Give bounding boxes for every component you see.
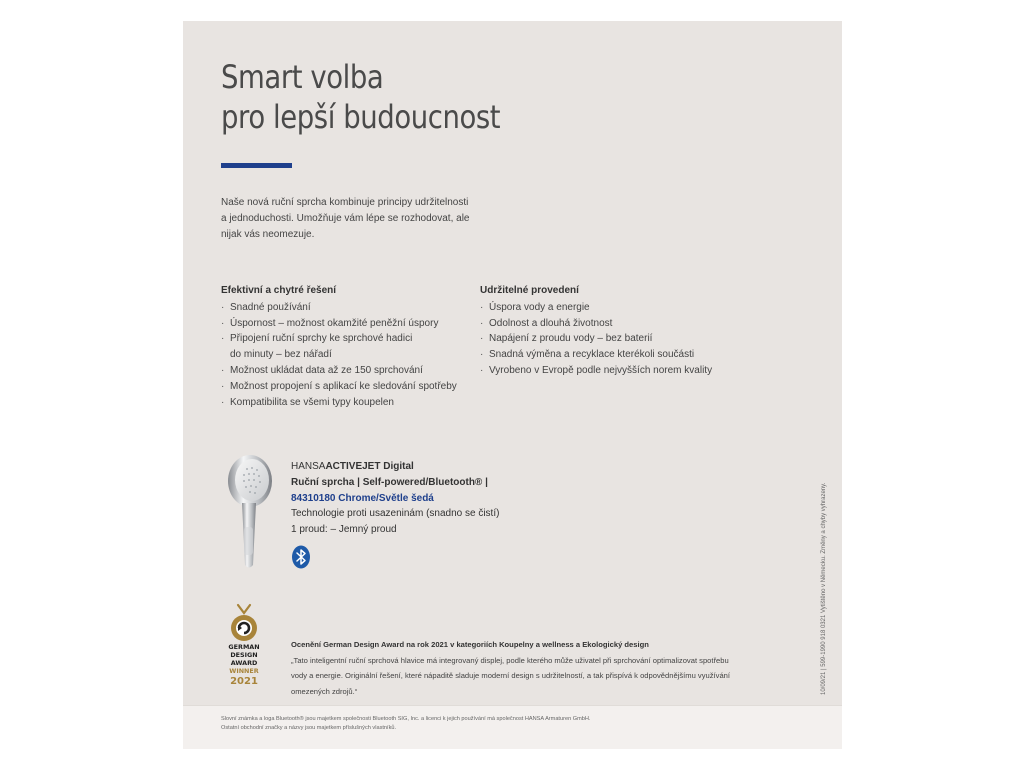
award-logo-line: AWARD bbox=[230, 659, 258, 667]
hand-shower-image bbox=[225, 453, 275, 571]
award-heading: Ocenění German Design Award na rok 2021 v kategoriích Koupelny a wellness a Ekologický design bbox=[291, 640, 649, 649]
intro-paragraph: Naše nová ruční sprcha kombinuje principy udržitelnosti a jednoduchosti. Umožňuje vám lépe se rozhodovat, ale nijak vás neomezuje. bbox=[221, 197, 470, 240]
german-design-award-logo bbox=[225, 603, 263, 707]
list-item: · Odolnost a dlouhá životnost bbox=[480, 316, 740, 332]
list-item: · Úspora vody a energie bbox=[480, 300, 740, 316]
features-sustainable bbox=[480, 283, 740, 379]
list-item: · Vyrobeno v Evropě podle nejvyšších norem kvality bbox=[480, 363, 740, 379]
award-quote-line: „Tato inteligentní ruční sprchová hlavice má integrovaný displej, podle kterého může uživatel při sprchování optimalizovat spotřebu bbox=[291, 655, 729, 665]
award-statement bbox=[291, 637, 736, 699]
product-spray-mode: 1 proud: – Jemný proud bbox=[291, 524, 397, 536]
award-quote-line: vody a energie. Originální řešení, které nápaditě sladuje moderní design s udržitelností, a tak přispívá k odpovědnějšímu využívání bbox=[291, 671, 730, 680]
product-name: HANSAACTIVEJET Digital bbox=[291, 461, 414, 472]
list-item: · Úspornost – možnost okamžité peněžní úspory bbox=[221, 316, 461, 332]
list-item: · Možnost propojení s aplikací ke sledování spotřeby bbox=[221, 379, 461, 395]
product-info bbox=[291, 459, 499, 538]
product-code: 84310180 Chrome/Světle šedá bbox=[291, 492, 434, 504]
list-item: · Snadné používání bbox=[221, 300, 461, 316]
list-item: · Možnost ukládat data až ze 150 sprchování bbox=[221, 363, 461, 379]
product-feature: Technologie proti usazeninám (snadno se čistí) bbox=[291, 508, 500, 520]
list-item: · Snadná výměna a recyklace kterékoli součásti bbox=[480, 347, 740, 363]
award-logo-line: WINNER bbox=[229, 667, 259, 675]
footer-disclaimer: Slovní známka a loga Bluetooth® jsou majetkem společnosti Bluetooth SIG, Inc. a licenci k jejich používání má společnost HANSA Armaturen GmbH. Ostatní obchodní značky a názvy jsou majetkem příslušných vlastníků. bbox=[221, 716, 591, 731]
list-item: · Napájení z proudu vody – bez baterií bbox=[480, 331, 740, 347]
features-efficient-list bbox=[221, 300, 461, 411]
footer bbox=[183, 705, 842, 749]
features-efficient bbox=[221, 283, 461, 410]
features-efficient-heading: Efektivní a chytré řešení bbox=[221, 285, 337, 296]
award-logo-line: GERMAN bbox=[228, 643, 260, 651]
features-sustainable-heading: Udržitelné provedení bbox=[480, 285, 579, 296]
bluetooth-icon bbox=[291, 545, 311, 569]
list-item: · Připojení ruční sprchy ke sprchové hadici bbox=[221, 331, 461, 347]
list-item-continuation: do minuty – bez nářadí bbox=[230, 349, 332, 361]
award-logo-year: 2021 bbox=[230, 676, 258, 687]
list-item: · Kompatibilita se všemi typy koupelen bbox=[221, 395, 461, 411]
print-info-vertical: 10/09/21 | 599-1990 918 0321 Vytištěno v Německu. Změny a chyby vyhrazeny. bbox=[821, 482, 827, 695]
title-accent-bar bbox=[221, 163, 292, 168]
page-title: Smart volba pro lepší budoucnost bbox=[221, 58, 501, 136]
product-type: Ruční sprcha | Self-powered/Bluetooth® | bbox=[291, 476, 488, 488]
brochure-page bbox=[183, 21, 842, 748]
award-logo-line: DESIGN bbox=[230, 651, 258, 659]
award-quote-line: omezených zdrojů.“ bbox=[291, 686, 358, 696]
features-sustainable-list bbox=[480, 300, 740, 379]
